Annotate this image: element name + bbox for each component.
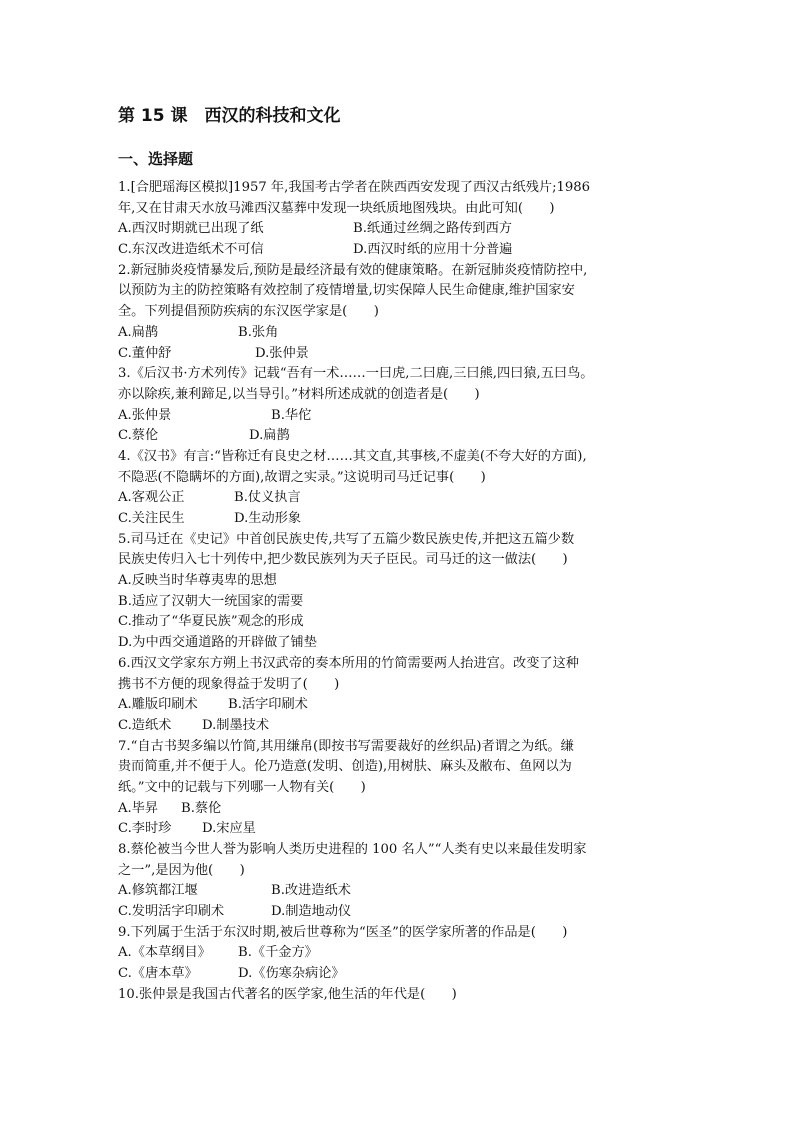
question-2-options-row xyxy=(118,323,688,344)
lesson-title: 第 15 课 西汉的科技和文化 xyxy=(118,106,341,126)
question-9-text: 9.下列属于生活于东汉时期,被后世尊称为“医圣”的医学家所著的作品是( ) xyxy=(118,924,568,940)
document-page xyxy=(118,104,688,1006)
option-a: A.修筑都江堰 xyxy=(118,883,198,899)
question-8-text: 之一”,是因为他( ) xyxy=(118,862,245,878)
option-c: C.李时珍 xyxy=(118,821,172,837)
option-a: A.扁鹊 xyxy=(118,324,159,340)
question-6-options-row xyxy=(118,716,688,737)
option-a: A.客观公正 xyxy=(118,490,185,506)
option-c: C.董仲舒 xyxy=(118,345,172,361)
option-d: D.扁鹊 xyxy=(249,428,290,444)
option-b: B.《千金方》 xyxy=(238,945,318,961)
option-b: B.仗义执言 xyxy=(234,490,301,506)
question-7-options-row xyxy=(118,819,688,840)
question-8-text: 8.蔡伦被当今世人誉为影响人类历史进程的 100 名人”“人类有史以来最佳发明家 xyxy=(118,842,587,857)
question-4-options-row xyxy=(118,509,688,530)
question-3-options-row xyxy=(118,406,688,427)
option-b: B.张角 xyxy=(238,324,279,340)
option-c: C.《唐本草》 xyxy=(118,966,198,982)
question-2-text: 全。下列提倡预防疾病的东汉医学家是( ) xyxy=(118,304,379,320)
option-b: B.改进造纸术 xyxy=(271,883,351,899)
option-a: A.雕版印刷术 xyxy=(118,697,198,713)
question-9-options-row xyxy=(118,964,688,985)
question-2-text: 2.新冠肺炎疫情暴发后,预防是最经济最有效的健康策略。在新冠肺炎疫情防控中, xyxy=(118,262,588,278)
question-3-text: 3.《后汉书·方术列传》记载“吾有一术……一曰虎,二曰鹿,三曰熊,四曰猿,五曰鸟。 xyxy=(118,366,594,382)
question-3-text: 亦以除疾,兼利蹄足,以当导引。”材料所述成就的创造者是( ) xyxy=(118,386,480,402)
option-b: B.纸通过丝绸之路传到西方 xyxy=(353,221,512,237)
option-b: B.适应了汉朝大一统国家的需要 xyxy=(118,593,304,609)
option-d: D.生动形象 xyxy=(234,511,302,526)
option-c: C.关注民生 xyxy=(118,511,185,526)
question-1-options-row xyxy=(118,219,688,240)
option-d: D.《伤寒杂病论》 xyxy=(238,966,345,982)
question-7-text: 7.“自古书契多编以竹简,其用缣帛(即按书写需要裁好的丝织品)者谓之为纸。缣 xyxy=(118,738,574,754)
question-7-text: 纸。”文中的记载与下列哪一人物有关( ) xyxy=(118,779,366,795)
option-b: B.活字印刷术 xyxy=(228,697,308,713)
option-d: D.制墨技术 xyxy=(202,717,270,733)
option-b: B.蔡伦 xyxy=(181,800,222,816)
question-3-options-row xyxy=(118,426,688,447)
option-c: C.推动了“华夏民族”观念的形成 xyxy=(118,614,304,630)
question-6-text: 携书不方便的现象得益于发明了( ) xyxy=(118,676,340,692)
option-a: A.西汉时期就已出现了纸 xyxy=(118,221,264,237)
question-4-text: 4.《汉书》有言:“皆称迁有良史之材……其文直,其事核,不虚美(不夸大好的方面), xyxy=(118,448,587,464)
option-c: C.蔡伦 xyxy=(118,428,159,444)
question-8-options-row xyxy=(118,881,688,902)
option-d: D.制造地动仪 xyxy=(271,904,352,920)
question-6-options-row xyxy=(118,695,688,716)
question-7-text: 贵而简重,并不便于人。伦乃造意(发明、创造),用树肤、麻头及敝布、鱼网以为 xyxy=(118,759,572,775)
section-heading: 一、选择题 xyxy=(118,150,194,168)
option-c: C.东汉改进造纸术不可信 xyxy=(118,242,264,258)
question-1-text: 1.[合肥瑶海区模拟]1957 年,我国考古学者在陕西西安发现了西汉古纸残片;1986 xyxy=(118,180,591,195)
question-1-options-row xyxy=(118,240,688,261)
question-1-text: 年,又在甘肃天水放马滩西汉墓葬中发现一块纸质地图残块。由此可知( ) xyxy=(118,200,555,216)
option-a: A.反映当时华尊夷卑的思想 xyxy=(118,573,277,589)
question-5-text: 民族史传归入七十列传中,把少数民族列为天子臣民。司马迁的这一做法( ) xyxy=(118,552,568,568)
question-8-options-row xyxy=(118,902,688,923)
option-a: A.张仲景 xyxy=(118,407,172,423)
option-d: D.西汉时纸的应用十分普遍 xyxy=(353,242,513,258)
option-a: A.《本草纲目》 xyxy=(118,945,211,961)
question-2-text: 以预防为主的防控策略有效控制了疫情增量,切实保障人民生命健康,维护国家安 xyxy=(118,283,575,299)
option-b: B.华佗 xyxy=(271,407,312,423)
option-d: D.为中西交通道路的开辟做了铺垫 xyxy=(118,635,317,651)
question-7-options-row xyxy=(118,799,688,820)
option-c: C.发明活字印刷术 xyxy=(118,904,225,920)
option-d: D.张仲景 xyxy=(255,345,309,361)
option-d: D.宋应星 xyxy=(202,821,256,837)
question-5-text: 5.司马迁在《史记》中首创民族史传,共写了五篇少数民族史传,并把这五篇少数 xyxy=(118,531,575,547)
question-10-text: 10.张仲景是我国古代著名的医学家,他生活的年代是( ) xyxy=(118,986,457,1002)
option-a: A.毕昇 xyxy=(118,800,159,816)
question-4-options-row xyxy=(118,488,688,509)
question-9-options-row xyxy=(118,943,688,964)
option-c: C.造纸术 xyxy=(118,717,172,733)
question-6-text: 6.西汉文学家东方朔上书汉武帝的奏本所用的竹简需要两人抬进宫。改变了这种 xyxy=(118,655,579,671)
question-2-options-row xyxy=(118,344,688,365)
question-4-text: 不隐恶(不隐瞒坏的方面),故谓之实录。”这说明司马迁记事( ) xyxy=(118,469,486,485)
